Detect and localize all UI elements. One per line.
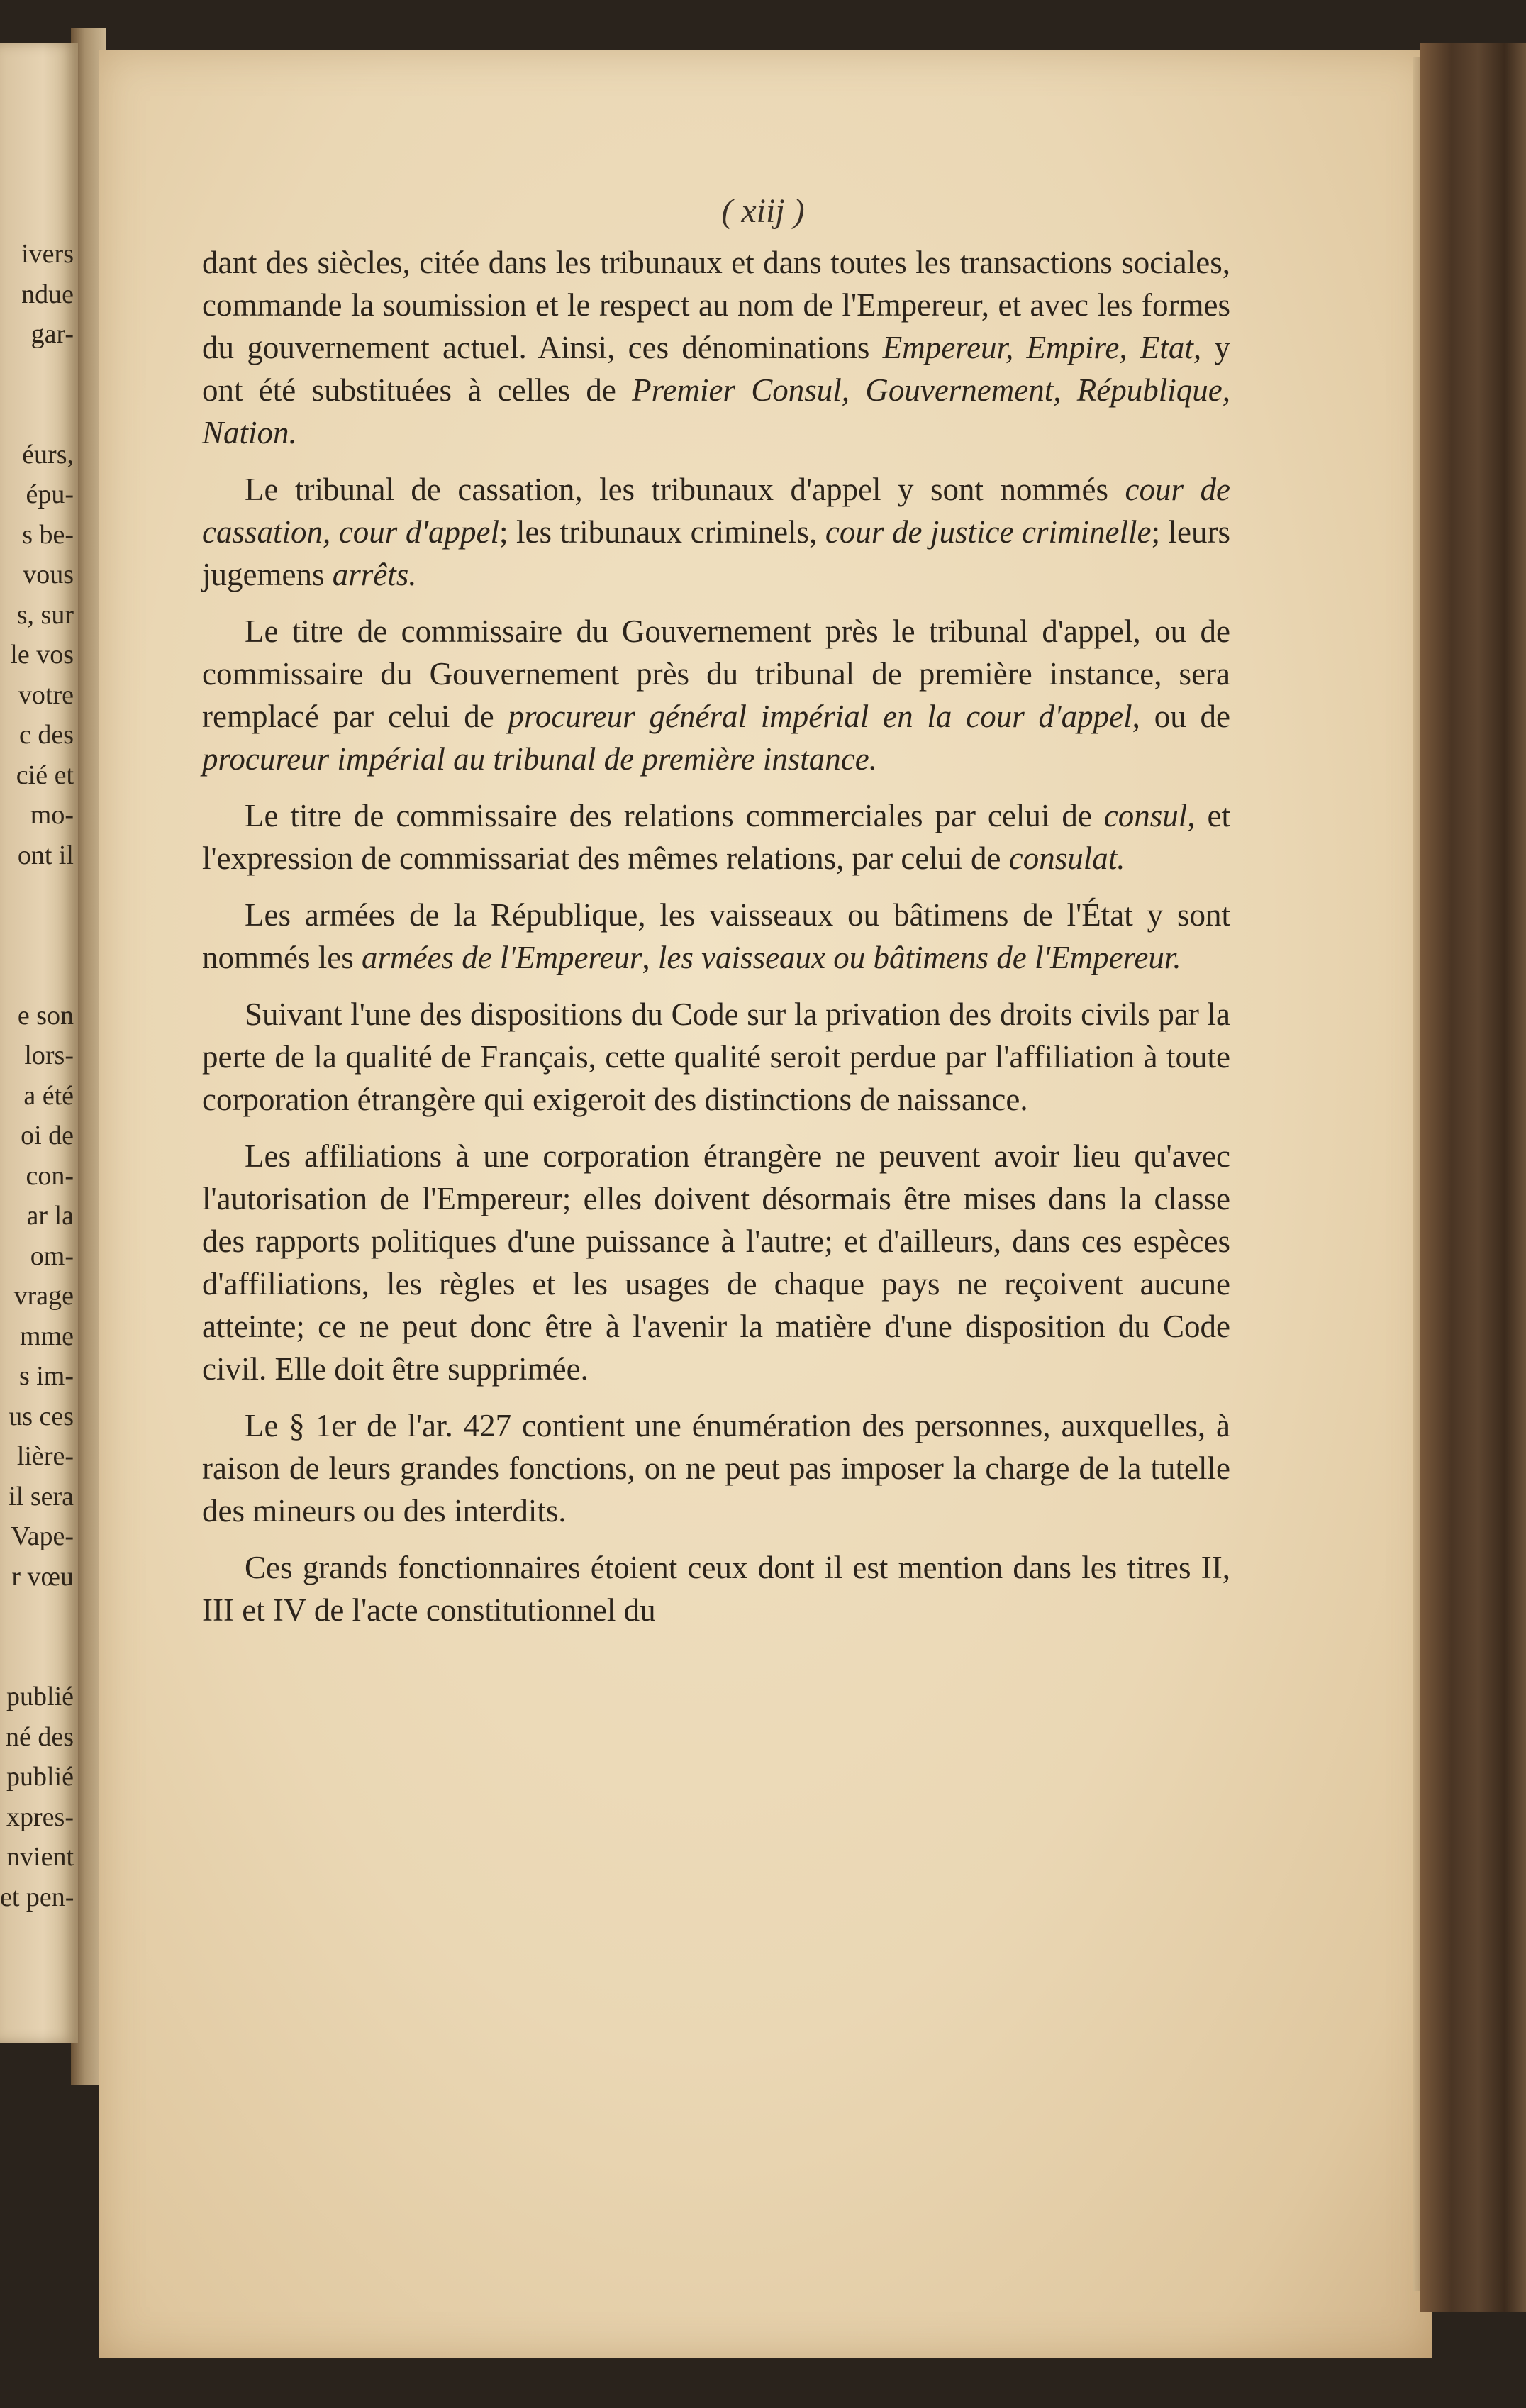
left-fragment-line: us ces [9,1401,74,1431]
paragraph [202,468,1230,596]
left-fragment-line: épu- [26,479,74,509]
left-fragment-line: xpres- [6,1802,74,1832]
left-fragment-line: s be- [22,519,74,550]
italic-text: Premier Consul, Gouvernement, République, Nation. [202,372,1230,450]
italic-text: les vaisseaux ou bâtimens de l'Empereur. [657,940,1181,975]
left-fragment-line: c des [18,720,74,750]
text-run: Les armées de la République, les vaisseaux ou bâtimens de l'État y sont nommés les [202,897,1230,975]
left-page-edge [0,43,78,2043]
paragraph [202,241,1230,454]
paragraph [202,610,1230,780]
left-fragment-line: vous [23,560,74,589]
paragraph [202,993,1230,1121]
left-fragment-line [0,875,78,916]
left-fragment-line: ar la [26,1201,74,1231]
left-fragment-line: vrage [13,1281,74,1311]
body-text [202,192,1230,1646]
left-fragment-line: publié [6,1682,74,1711]
left-fragment-line [0,1597,78,1637]
left-fragment-line: il sera [9,1481,74,1511]
left-fragment-line: e son [17,1000,74,1031]
text-run: Le titre de commissaire du Gouvernement près le tribunal d'appel, ou de commissaire du Gouvernement près du tribunal de première instance, sera remplacé par celui de [202,614,1230,734]
italic-text: Empereur, Empire, Etat, [882,330,1202,365]
text-run: Le titre de commissaire des relations commerciales par celui de [245,798,1104,833]
paragraph [202,1404,1230,1532]
text-run: y ont été substituées à celles de [202,330,1231,408]
text-run: ; les tribunaux criminels, [499,514,825,550]
left-fragment-line: ndue [21,279,74,309]
left-fragment-line: con- [26,1160,74,1191]
text-run: et l'expression de commissariat des mêmes relations, par celui de [202,798,1230,876]
left-fragment-line: nvient [6,1842,74,1872]
left-fragment-line: éurs, [22,439,74,470]
left-fragment-line: r vœu [11,1561,74,1592]
left-fragment-line: s, sur [16,599,74,630]
paragraph [202,794,1230,880]
italic-text: procureur impérial au tribunal de première instance. [202,741,877,777]
text-run: dant des siècles, citée dans les tribunaux et dans toutes les transactions sociales, commande la soumission et le respect au nom de l'Empereur, et avec les formes du gouvernement actuel. Ainsi, ces dénominations [202,245,1230,365]
left-fragment-line: le vos [10,640,74,670]
left-fragment-line [0,916,78,956]
left-fragment-line: Vape- [11,1521,74,1551]
italic-text: armées de l'Empereur [361,940,642,975]
left-fragment-line: ont il [17,840,74,870]
left-fragment-line: ivers [21,239,74,269]
text-run: Le tribunal de cassation, les tribunaux d'appel y sont nommés [245,472,1125,507]
text-run: , [642,940,658,975]
italic-text: consulat. [1008,840,1125,876]
left-fragment-line: lors- [24,1041,74,1070]
left-fragment-line: s im- [18,1361,74,1391]
italic-text: procureur général impérial en la cour d'appel [508,699,1132,734]
book-cover [1420,43,1526,2312]
italic-text: cour de cassation, cour d'appel [202,472,1230,550]
left-fragment-line: et pen- [0,1882,74,1912]
left-fragment-line: votre [18,679,74,710]
left-fragment-line: a été [23,1080,74,1111]
left-fragment-line: gar- [30,319,74,349]
left-fragment-line [0,394,78,435]
paragraph [202,1135,1230,1390]
left-fragment-line: om- [30,1241,74,1271]
text-run: Les affiliations à une corporation étrangère ne peuvent avoir lieu qu'avec l'autorisation de l'Empereur; elles doivent désormais être mises dans la classe des rapports politiques d'une puissance à l'autre; et d'ailleurs, dans ces espèces d'affiliations, les règles et les usages de chaque pays ne reçoivent aucune atteinte; ce ne peut donc être à l'avenir la matière d'une disposition du Code civil. Elle doit être supprimée. [202,1138,1230,1387]
left-fragment-line: cié et [16,760,74,790]
left-fragment-line: oi de [21,1121,74,1150]
italic-text: cour de justice criminelle [825,514,1152,550]
left-fragment-line: mme [20,1321,74,1351]
left-fragment-line [0,955,78,996]
left-fragment-line: publié [6,1762,74,1792]
text-run: Ces grands fonctionnaires étoient ceux dont il est mention dans les titres II, III et IV de l'acte constitutionnel du [202,1550,1230,1628]
text-run: , ou de [1132,699,1230,734]
paragraph [202,1546,1230,1631]
paragraph [202,894,1230,979]
left-page-text-fragments [0,234,78,1917]
left-fragment-line [0,1637,78,1677]
text-run: Suivant l'une des dispositions du Code sur la privation des droits civils par la perte de la qualité de Français, cette qualité seroit perdue par l'affiliation à toute corporation étrangère qui exigeroit des distinctions de naissance. [202,997,1230,1117]
text-run: Le § 1er de l'ar. 427 contient une énumération des personnes, auxquelles, à raison de leurs grandes fonctions, on ne peut pas imposer la charge de la tutelle des mineurs ou des interdits. [202,1408,1230,1528]
left-fragment-line: lière- [16,1441,74,1471]
text-run: ; leurs jugemens [202,514,1230,592]
left-fragment-line: mo- [30,800,74,830]
left-fragment-line [0,355,78,395]
left-fragment-line: né des [5,1721,74,1752]
italic-text: consul, [1103,798,1196,833]
page-number: ( xiij ) [721,192,805,230]
italic-text: arrêts. [332,557,417,592]
